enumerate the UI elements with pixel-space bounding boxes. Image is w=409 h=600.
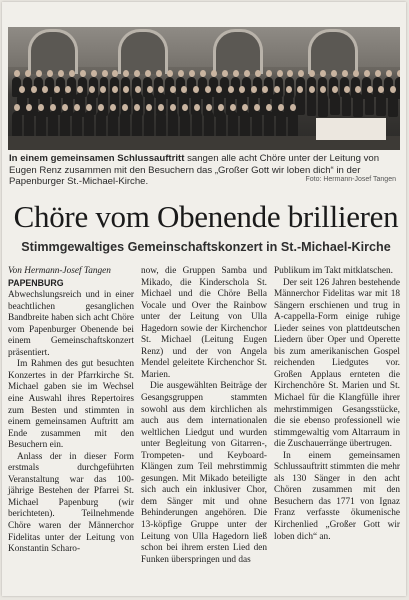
article-subheadline: Stimmgewaltiges Gemeinschaftskonzert in St.-Michael-Kirche [21, 240, 391, 254]
article-headline: Chöre vom Obenende brillieren [13, 199, 399, 234]
singer-silhouette [180, 111, 190, 139]
church-arch [213, 29, 263, 74]
paragraph: now, die Gruppen Samba und Mikado, die Kinderschola St. Michael und die Chöre Bella Vocale und Over the Rainbow unter der Leitung von Ulla Hagedorn sowie der Kirchenchor St. Michael (Leitung Eugen Renz) und der von Angela Mendel geleitete Kirchenchor St. Marien. [141, 266, 267, 380]
article-body [8, 266, 402, 594]
choir-photo [8, 27, 400, 150]
article-column-1 [8, 266, 134, 594]
caption-text: sangen alle acht Chöre unter der Leitung von Eugen Renz zusammen mit den Besuchern das „Großer Gott wir loben dich“ in der Papenburger St.-Michael-Kirche. [9, 153, 380, 187]
church-arch [118, 29, 168, 74]
paragraph: Der seit 126 Jahren bestehende Männerchor Fidelitas war mit 18 Sängern erschienen und trug in A-cappella-Form einige ruhige Lieder seines von plattdeutschen Liedern über Oper und Operette bis zum amerikanischen Gospel reichenden Liedgutes vor. Großen Applaus ernteten die Kirchenchöre St. Marien und St. Michael für die Klangfülle ihrer mehrstimmigen Gesangsstücke, die sie ebenso professionell wie stimmgewaltig vom Altarraum in die Zuschauerränge übertrugen. [274, 277, 400, 450]
singer-silhouette [60, 111, 70, 138]
singer-silhouette [276, 111, 286, 138]
singer-silhouette [240, 111, 250, 138]
singer-silhouette [144, 111, 154, 139]
singer-silhouette [36, 111, 46, 139]
paragraph: Im Rahmen des gut besuchten Konzertes in der Pfarrkirche St. Michael gaben sie im Wechsel eine Auswahl ihres Repertoires zum Besten und stimmten in einem gemeinsamen Auftritt am Ende zusammen mit den Besuchern ein. [8, 359, 134, 451]
singer-silhouette [288, 111, 298, 139]
article-column-2 [141, 266, 267, 594]
singer-silhouette [48, 111, 58, 137]
caption-lead: In einem gemeinsamen Schlussauftritt [9, 153, 185, 164]
singer-silhouette [24, 111, 34, 138]
byline: Von Hermann-Josef Tangen [8, 266, 111, 276]
singer-silhouette [156, 111, 166, 137]
singer-silhouette [12, 111, 22, 137]
paragraph: Publikum im Takt mitklatschen. [274, 266, 393, 276]
paragraph [8, 278, 134, 360]
singer-silhouette [204, 111, 214, 138]
singer-silhouette [108, 111, 118, 139]
singer-silhouette [132, 111, 142, 138]
dateline: PAPENBURG [8, 277, 64, 288]
church-arch [28, 29, 78, 74]
singer-silhouette [192, 111, 202, 137]
singer-silhouette [120, 111, 130, 137]
photo-credit: Foto: Hermann-Josef Tangen [305, 176, 396, 183]
singer-silhouette [96, 111, 106, 138]
singer-silhouette [264, 111, 274, 137]
paragraph: In einem gemeinsamen Schlussauftritt stimmten die mehr als 130 Sänger in den acht Chören zusammen mit den Besuchern das 1771 von Ignaz Franz verfasste ökumenische Kirchenlied „Großer Gott wir loben dich“ an. [274, 450, 400, 542]
paragraph-text: Abwechslungsreich und in einer beachtlichen gesanglichen Bandbreite haben sich acht Chöre vom Papenburger Obenende bei einem Gemeinschaftskonzert präsentiert. [8, 290, 134, 358]
church-arch [308, 29, 358, 74]
paragraph: Die ausgewählten Beiträge der Gesangsgruppen stammten sowohl aus dem kirchlichen als auch aus dem internationalen weltlichen Liedgut und wurden unter Begleitung von Gitarren-, Trompeten- und Keyboard-Klängen zum Teil mehrstimmig gesungen. Mit Mikado beteiligte sich auch ein inklusiver Chor, dem Sänger mit und ohne Behinderungen angehören. Die 13-köpfige Gruppe unter der Leitung von Ulla Hagedorn ließ schon bei ihrem ersten Lied den Funken überspringen und das [141, 381, 267, 565]
singer-silhouette [252, 111, 262, 139]
singer-silhouette [72, 111, 82, 139]
singer-silhouette [216, 111, 226, 139]
paragraph: Anlass der in dieser Form erstmals durchgeführten Veranstaltung war das 100-jährige Bestehen der Pfarrei St. Michael Papenburg (wir berichteten). Teilnehmende Chöre waren der Männerchor Fidelitas unter der Leitung von Konstantin Scharo- [8, 451, 134, 555]
keyboard-instrument [316, 118, 386, 140]
singer-silhouette [228, 111, 238, 137]
newspaper-clipping [2, 2, 406, 596]
article-column-3 [274, 266, 400, 594]
singer-silhouette [84, 111, 94, 137]
singer-silhouette [168, 111, 178, 138]
